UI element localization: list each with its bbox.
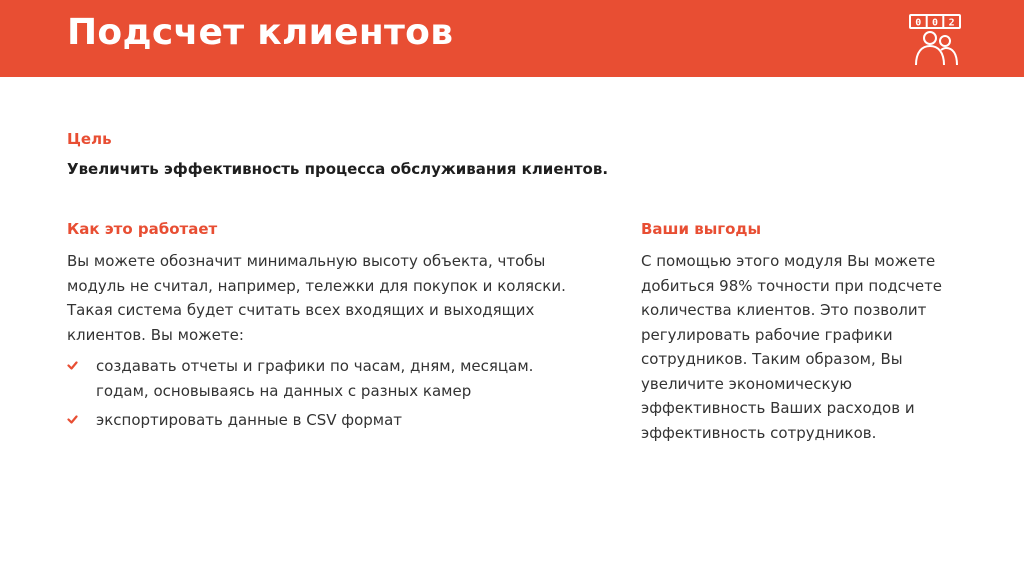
benefits-paragraph: С помощью этого модуля Вы можете добиться 98% точности при подсчете количества клиентов. Это позволит регулировать рабочие графики сотрудников. Таким образом, Вы увеличите экономическую эффективность Ваших расходов и эффективность сотрудников. <box>641 252 943 442</box>
feature-list <box>67 354 587 438</box>
checkmark-icon <box>67 360 78 371</box>
logo-digit: 0 <box>915 17 922 29</box>
list-item-text: экспортировать данные в CSV формат <box>96 411 403 429</box>
list-item-text: создавать отчеты и графики по часам, дням, месяцам. годам, основываясь на данных с разных камер <box>96 357 534 400</box>
benefits-label: Ваши выгоды <box>641 220 762 238</box>
header-bar <box>0 0 1024 77</box>
logo-digit: 2 <box>948 17 955 29</box>
how-it-works-paragraph: Вы можете обозначит минимальную высоту объекта, чтобы модуль не считал, например, тележки для покупок и коляски. Такая система будет считать всех входящих и выходящих клиентов. Вы можете: <box>67 252 566 344</box>
goal-text: Увеличить эффективность процесса обслуживания клиентов. <box>67 160 609 178</box>
checkmark-icon <box>67 414 78 425</box>
list-item <box>67 408 587 433</box>
people-counter-icon <box>907 12 963 68</box>
goal-label: Цель <box>67 130 112 148</box>
page-title: Подсчет клиентов <box>67 12 454 53</box>
list-item <box>67 354 587 403</box>
how-it-works-label: Как это работает <box>67 220 218 238</box>
logo-digit: 0 <box>931 17 939 29</box>
